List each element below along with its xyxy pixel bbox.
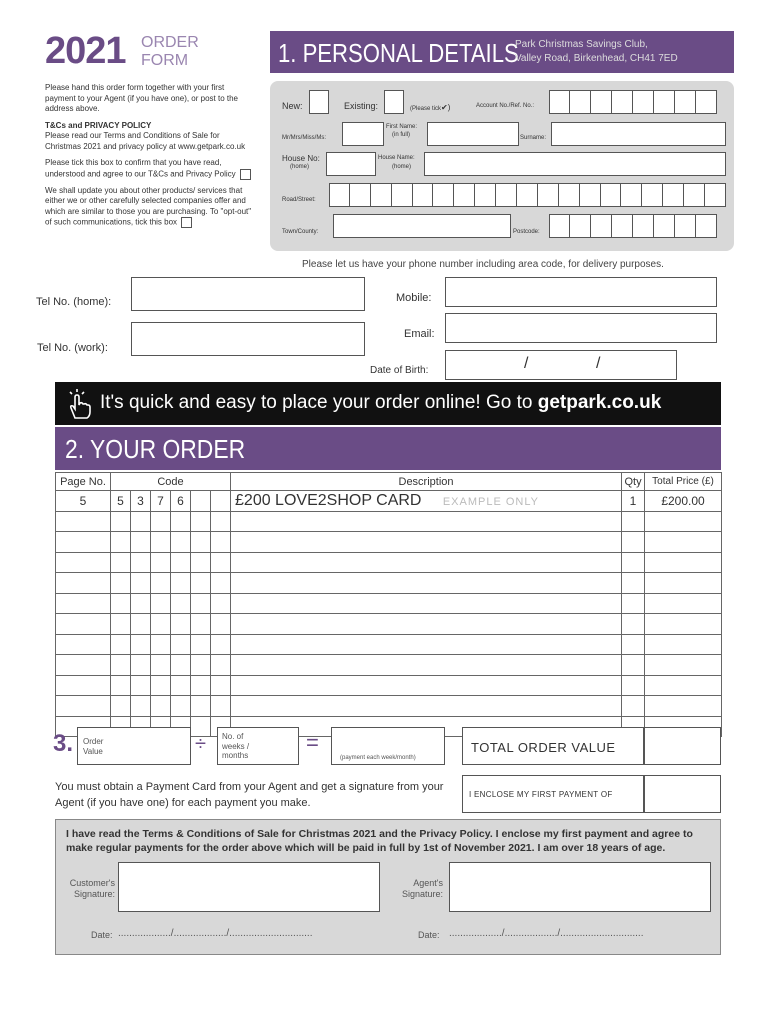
code-cell	[191, 491, 211, 512]
intro-hand-in: Please hand this order form together with your first payment to your Agent (if you have one), or post to the address above.	[45, 83, 239, 113]
customer-signature-field[interactable]	[118, 862, 380, 912]
surname-label: Surname:	[520, 135, 547, 141]
example-code-digit: 3	[131, 491, 151, 512]
tcs-confirm-row	[45, 158, 257, 180]
section1-title: 1. PERSONAL DETAILS	[278, 38, 519, 68]
weeks-months-label: No. of weeks / months	[222, 732, 250, 760]
email-field[interactable]	[445, 313, 717, 343]
house-number-field[interactable]	[326, 152, 376, 176]
section2-header	[55, 427, 721, 470]
order-table-header	[56, 473, 722, 491]
banner-text	[100, 392, 661, 414]
road-street-cells[interactable]	[329, 183, 726, 207]
tick-mark-icon: ✔)	[441, 103, 451, 112]
example-code-digit: 5	[111, 491, 131, 512]
example-description: £200 LOVE2SHOP CARD	[235, 491, 422, 509]
house-no-label: House No:	[282, 154, 320, 163]
first-payment-field[interactable]	[644, 775, 721, 813]
tcs-read-text: Please read our Terms and Conditions of Sale for Christmas 2021 and privacy policy at www.getpark.co.uk	[45, 131, 246, 151]
total-order-value-field[interactable]	[644, 727, 721, 765]
tcs-confirm-text: Please tick this box to confirm that you have read, understood and agree to our T&Cs and Privacy Policy	[45, 158, 236, 179]
declaration-panel	[55, 819, 721, 955]
house-no-sub: (home)	[290, 164, 310, 170]
account-number-cells[interactable]	[549, 90, 717, 114]
table-row[interactable]	[56, 573, 722, 594]
total-order-value-label: TOTAL ORDER VALUE	[471, 740, 616, 755]
example-total: £200.00	[645, 491, 722, 512]
dob-label: Date of Birth:	[370, 365, 429, 376]
banner-message: It's quick and easy to place your order online! Go to	[100, 392, 538, 413]
mobile-label: Mobile:	[396, 292, 432, 304]
col-qty: Qty	[622, 473, 645, 491]
section3-number: 3.	[53, 730, 74, 757]
tel-work-label: Tel No. (work):	[37, 342, 108, 354]
example-description-cell	[231, 491, 622, 512]
example-qty: 1	[622, 491, 645, 512]
agent-signature-field[interactable]	[449, 862, 711, 912]
dob-separator-2: /	[596, 355, 601, 372]
tel-home-field[interactable]	[131, 277, 365, 311]
opt-out-text: We shall update you about other products/ services that either we or other carefully selected companies offer and which are similar to those you are purchasing. To "opt-out" of such communications, tick this box	[45, 185, 252, 227]
surname-field[interactable]	[551, 122, 726, 146]
hand-pointer-icon	[65, 388, 95, 425]
table-row[interactable]	[56, 532, 722, 553]
divide-symbol: ÷	[195, 733, 206, 755]
tick-note	[410, 103, 450, 112]
order-value-field[interactable]	[77, 727, 191, 765]
col-total: Total Price (£)	[645, 473, 722, 491]
dob-separator-1: /	[524, 355, 529, 372]
phone-note: Please let us have your phone number including area code, for delivery purposes.	[302, 259, 664, 270]
postcode-cells[interactable]	[549, 214, 717, 238]
enclose-label-box	[462, 775, 644, 813]
payment-amount-field[interactable]	[331, 727, 445, 765]
house-name-label: House Name:	[378, 155, 415, 161]
email-label: Email:	[404, 328, 435, 340]
order-value-label: Order Value	[83, 737, 104, 756]
first-name-label: First Name:	[386, 124, 418, 130]
example-watermark: EXAMPLE ONLY	[442, 495, 539, 508]
declaration-text: I have read the Terms & Conditions of Sale for Christmas 2021 and the Privacy Policy. I enclose my first payment and agree to make regular payments for the order above which will be paid in full by 1st of November 2021. I am over 18 years of age.	[66, 828, 693, 854]
table-row[interactable]	[56, 593, 722, 614]
order-table	[55, 472, 722, 737]
payment-note: (payment each week/month)	[340, 755, 416, 761]
example-code-digit: 6	[171, 491, 191, 512]
house-name-field[interactable]	[424, 152, 726, 176]
table-row[interactable]	[56, 696, 722, 717]
road-label: Road/Street:	[282, 197, 316, 203]
tick-note-text: (Please tick	[410, 106, 442, 112]
enclose-label: I ENCLOSE MY FIRST PAYMENT OF	[469, 790, 613, 799]
col-description: Description	[231, 473, 622, 491]
logo-order-word: ORDER	[141, 34, 199, 51]
table-row[interactable]	[56, 511, 722, 532]
first-name-sub: (in full)	[392, 132, 411, 138]
existing-checkbox[interactable]	[384, 90, 404, 114]
existing-label: Existing:	[344, 101, 379, 111]
customer-date-line[interactable]: .................../.................../..............................	[118, 928, 313, 939]
col-code: Code	[111, 473, 231, 491]
example-page-no: 5	[56, 491, 111, 512]
form-logo	[45, 30, 225, 74]
opt-out-checkbox[interactable]	[181, 217, 192, 228]
agent-date-line[interactable]: .................../.................../..............................	[449, 928, 644, 939]
customer-signature-label: Customer's Signature:	[69, 878, 115, 899]
club-address-line1: Park Christmas Savings Club,	[515, 39, 648, 50]
tcs-confirm-checkbox[interactable]	[240, 169, 251, 180]
mobile-field[interactable]	[445, 277, 717, 307]
dob-field[interactable]	[445, 350, 677, 380]
postcode-label: Postcode:	[513, 229, 540, 235]
section2-title: 2. YOUR ORDER	[65, 434, 246, 464]
town-county-field[interactable]	[333, 214, 511, 238]
club-address-line2: Valley Road, Birkenhead, CH41 7ED	[515, 53, 678, 64]
new-checkbox[interactable]	[309, 90, 329, 114]
new-label: New:	[282, 101, 303, 111]
table-row[interactable]	[56, 552, 722, 573]
online-order-banner	[55, 382, 721, 425]
title-label: Mr/Mrs/Miss/Ms:	[282, 135, 326, 141]
total-order-value-label-box	[462, 727, 644, 765]
example-code-digit: 7	[151, 491, 171, 512]
town-label: Town/County:	[282, 229, 319, 235]
house-name-sub: (home)	[392, 164, 412, 170]
col-page-no: Page No.	[56, 473, 111, 491]
customer-date-label: Date:	[91, 930, 113, 940]
table-row[interactable]	[56, 614, 722, 635]
table-row[interactable]	[56, 634, 722, 655]
tcs-heading: T&Cs and PRIVACY POLICY	[45, 120, 152, 130]
code-cell	[211, 491, 231, 512]
payment-card-note: You must obtain a Payment Card from your Agent and get a signature from your Agent (if you have one) for each payment you make.	[55, 781, 444, 809]
logo-form-word: FORM	[141, 52, 189, 69]
equals-symbol: =	[306, 730, 319, 755]
agent-date-label: Date:	[418, 930, 440, 940]
logo-year: 2021	[45, 30, 126, 72]
section1-header	[270, 31, 734, 73]
first-name-field[interactable]	[427, 122, 519, 146]
intro-text	[45, 83, 257, 228]
tel-home-label: Tel No. (home):	[36, 296, 112, 308]
website-link[interactable]: getpark.co.uk	[537, 392, 662, 413]
example-row	[56, 491, 722, 512]
table-row[interactable]	[56, 655, 722, 676]
agent-signature-label: Agent's Signature:	[401, 878, 443, 899]
weeks-months-field[interactable]	[217, 727, 299, 765]
table-row[interactable]	[56, 675, 722, 696]
account-label: Account No./Ref. No.:	[476, 103, 535, 109]
title-field[interactable]	[342, 122, 384, 146]
opt-out-row	[45, 186, 257, 229]
tel-work-field[interactable]	[131, 322, 365, 356]
